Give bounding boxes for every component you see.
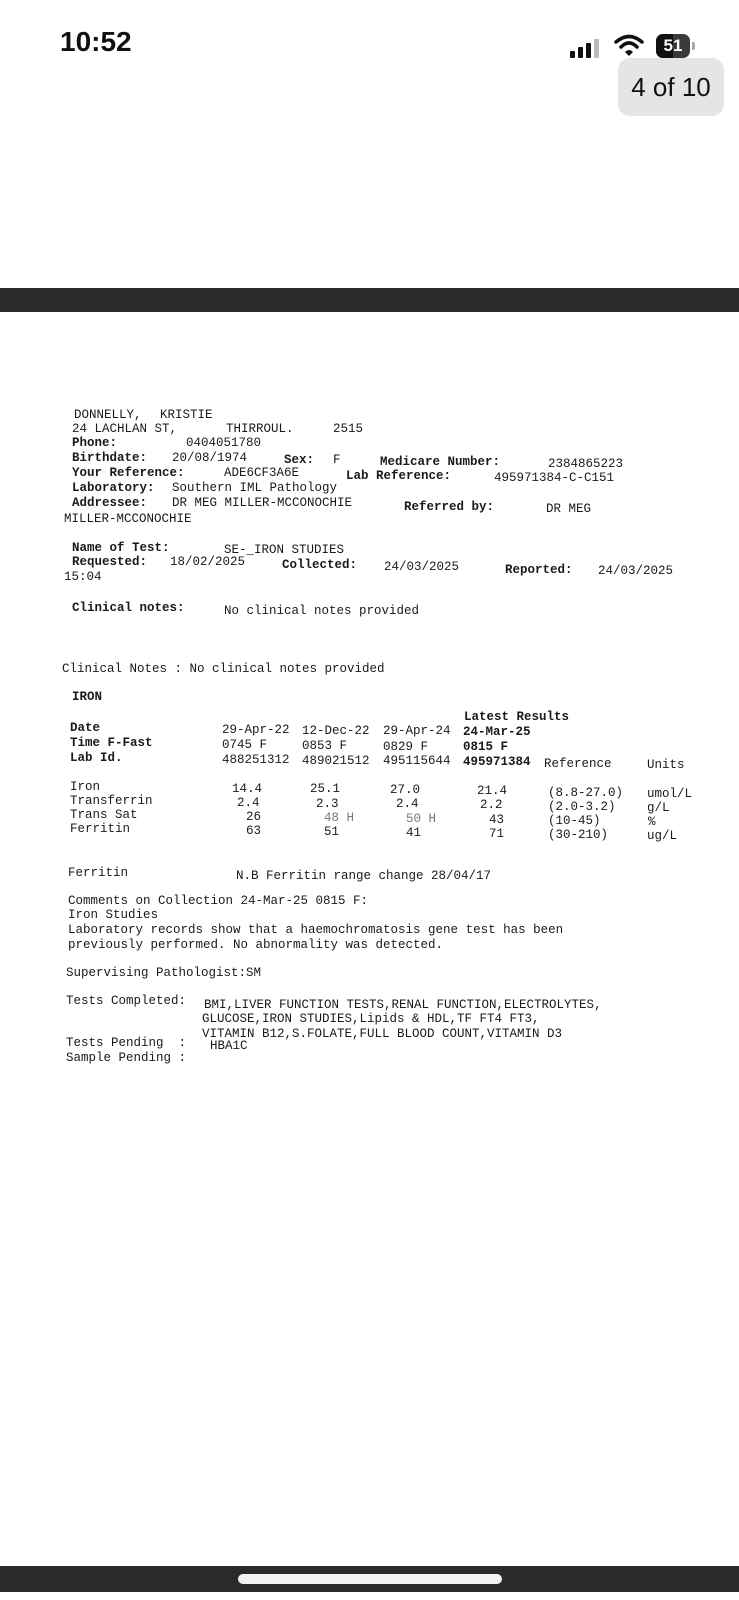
home-indicator[interactable]	[238, 1574, 502, 1584]
result-reference: (2.0-3.2)	[548, 800, 616, 814]
result-value: 63	[246, 824, 262, 838]
result-value: 27.0	[390, 783, 421, 797]
cellular-signal-icon	[570, 38, 604, 58]
result-value: 2.2	[480, 798, 503, 812]
labid-col-4: 495971384	[463, 755, 531, 769]
addressee-value: DR MEG MILLER-MCCONOCHIE	[172, 496, 353, 510]
result-value: 21.4	[477, 784, 508, 798]
section-title: IRON	[72, 690, 103, 704]
tests-completed-line-3: VITAMIN B12,S.FOLATE,FULL BLOOD COUNT,VITAMIN D3	[202, 1027, 563, 1041]
sample-pending-label: Sample Pending :	[66, 1051, 187, 1065]
time-col-1: 0745 F	[222, 738, 268, 752]
result-value: 14.4	[232, 782, 263, 796]
medicare-label: Medicare Number:	[380, 455, 501, 469]
time-col-2: 0853 F	[302, 739, 348, 753]
page-separator-top	[0, 288, 739, 312]
date-col-2: 12-Dec-22	[302, 724, 370, 738]
referred-by-continued: MILLER-MCCONOCHIE	[64, 512, 192, 526]
phone-label: Phone:	[72, 436, 118, 450]
patient-address: 24 LACHLAN ST,	[72, 422, 178, 436]
result-value: 43	[489, 813, 505, 827]
tests-completed-line-2: GLUCOSE,IRON STUDIES,Lipids & HDL,TF FT4 FT3,	[202, 1012, 540, 1026]
laboratory-value: Southern IML Pathology	[172, 481, 338, 495]
battery-level: 51	[663, 36, 683, 55]
result-value: 2.4	[237, 796, 260, 810]
supervising-pathologist: Supervising Pathologist:SM	[66, 966, 262, 980]
comments-line-2: Iron Studies	[68, 908, 159, 922]
result-value-high: 50 H	[406, 812, 437, 826]
date-col-4: 24-Mar-25	[463, 725, 531, 739]
referred-by-label: Referred by:	[404, 500, 495, 514]
result-unit: %	[648, 815, 656, 829]
phone-value: 0404051780	[186, 436, 262, 450]
patient-last-name: DONNELLY,	[74, 408, 142, 422]
clinical-notes-line: Clinical Notes : No clinical notes provided	[62, 662, 385, 676]
labid-col-1: 488251312	[222, 753, 290, 767]
reported-value: 24/03/2025	[598, 564, 674, 578]
tests-pending-value: HBA1C	[210, 1039, 248, 1053]
result-name: Ferritin	[70, 822, 131, 836]
ferritin-note: N.B Ferritin range change 28/04/17	[236, 869, 492, 883]
patient-postcode: 2515	[333, 422, 364, 436]
result-reference: (10-45)	[548, 814, 601, 828]
result-name: Trans Sat	[70, 808, 138, 822]
lab-reference-value: 495971384-C-C151	[494, 471, 615, 485]
latest-results-header: Latest Results	[464, 710, 570, 724]
comments-line-3: Laboratory records show that a haemochromatosis gene test has been	[68, 923, 564, 937]
patient-first-name: KRISTIE	[160, 408, 213, 422]
reference-header: Reference	[544, 757, 612, 771]
tests-completed-line-1: BMI,LIVER FUNCTION TESTS,RENAL FUNCTION,ELECTROLYTES,	[204, 998, 602, 1012]
tests-completed-label: Tests Completed:	[66, 994, 187, 1008]
units-header: Units	[647, 758, 685, 772]
requested-value: 18/02/2025	[170, 555, 246, 569]
medicare-value: 2384865223	[548, 457, 624, 471]
tests-pending-label: Tests Pending :	[66, 1036, 187, 1050]
reported-label: Reported:	[505, 563, 573, 577]
comments-line-1: Comments on Collection 24-Mar-25 0815 F:	[68, 894, 369, 908]
result-value: 41	[406, 826, 422, 840]
row-label-labid: Lab Id.	[70, 751, 123, 765]
status-time: 10:52	[60, 26, 132, 57]
your-reference-label: Your Reference:	[72, 466, 185, 480]
clinical-notes-label: Clinical notes:	[72, 601, 185, 615]
result-value: 51	[324, 825, 340, 839]
birthdate-value: 20/08/1974	[172, 451, 248, 465]
comments-line-4: previously performed. No abnormality was detected.	[68, 938, 444, 952]
requested-label: Requested:	[72, 555, 148, 569]
result-value: 26	[246, 810, 262, 824]
result-unit: umol/L	[647, 787, 693, 801]
page-indicator: 4 of 10	[618, 58, 724, 116]
result-value: 2.3	[316, 797, 339, 811]
row-label-date: Date	[70, 721, 101, 735]
result-name: Iron	[70, 780, 101, 794]
time-col-4: 0815 F	[463, 740, 509, 754]
date-col-3: 29-Apr-24	[383, 724, 451, 738]
your-reference-value: ADE6CF3A6E	[224, 466, 300, 480]
battery-icon	[656, 34, 696, 58]
ferritin-note-label: Ferritin	[68, 866, 129, 880]
addressee-label: Addressee:	[72, 496, 148, 510]
labid-col-2: 489021512	[302, 754, 370, 768]
result-unit: g/L	[647, 801, 670, 815]
referred-by-value: DR MEG	[546, 502, 592, 516]
wifi-icon	[614, 34, 644, 58]
row-label-time: Time F-Fast	[70, 736, 153, 750]
birthdate-label: Birthdate:	[72, 451, 148, 465]
labid-col-3: 495115644	[383, 754, 451, 768]
clinical-notes-value: No clinical notes provided	[224, 604, 420, 618]
result-value: 25.1	[310, 782, 341, 796]
result-value: 71	[489, 827, 505, 841]
collected-value: 24/03/2025	[384, 560, 460, 574]
reported-time: 15:04	[64, 570, 102, 584]
collected-label: Collected:	[282, 558, 358, 572]
result-value: 2.4	[396, 797, 419, 811]
lab-reference-label: Lab Reference:	[346, 469, 452, 483]
test-name-label: Name of Test:	[72, 541, 170, 555]
result-reference: (8.8-27.0)	[548, 786, 624, 800]
sex-label: Sex:	[284, 453, 315, 467]
time-col-3: 0829 F	[383, 740, 429, 754]
result-reference: (30-210)	[548, 828, 609, 842]
result-name: Transferrin	[70, 794, 153, 808]
test-name-value: SE-_IRON STUDIES	[224, 543, 345, 557]
result-value-high: 48 H	[324, 811, 355, 825]
sex-value: F	[333, 453, 341, 467]
laboratory-label: Laboratory:	[72, 481, 155, 495]
patient-suburb: THIRROUL.	[226, 422, 294, 436]
date-col-1: 29-Apr-22	[222, 723, 290, 737]
result-unit: ug/L	[647, 829, 678, 843]
